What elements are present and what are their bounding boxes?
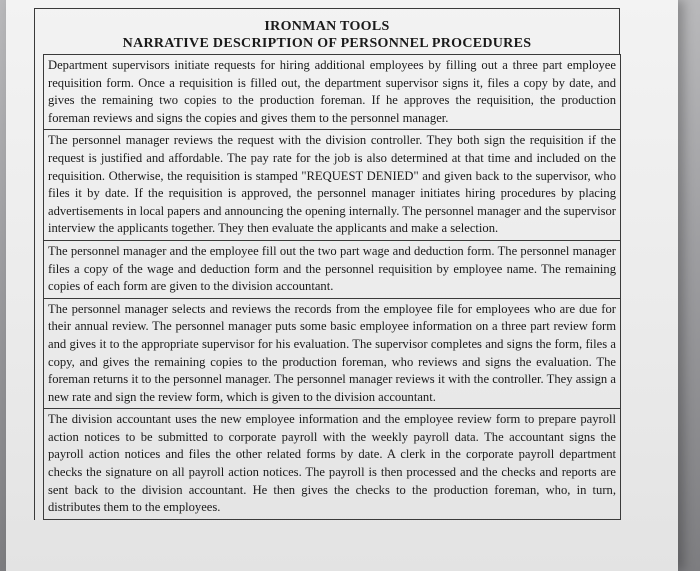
paper-page [6, 0, 678, 571]
document-subtitle: NARRATIVE DESCRIPTION OF PERSONNEL PROCEDURES [122, 36, 532, 51]
procedure-step-4: The personnel manager selects and reviews the records from the employee file for employees who are due for their annual review. The personnel manager puts some basic employee information on a three part review form and gives it to the appropriate supervisor for his evaluation. The supervisor completes and signs the form, files a copy, and gives the remaining copies to the production foreman, who reviews and signs the evaluation. The foreman returns it to the personnel manager. The personnel manager reviews it with the controller. They assign a new rate and sign the review form, which is given to the division accountant. [43, 298, 621, 410]
procedure-step-5: The division accountant uses the new employee information and the employee review form to prepare payroll action notices to be submitted to corporate payroll with the weekly payroll data. The accountant signs the payroll action notices and files the other related forms by date. A clerk in the corporate payroll department checks the signature on all payroll action notices. The payroll is then processed and the checks and reports are sent back to the division accountant. He then gives the checks to the production foreman, who, in turn, distributes them to the employees. [43, 408, 621, 520]
procedure-step-3: The personnel manager and the employee fill out the two part wage and deduction form. The personnel manager files a copy of the wage and deduction form and the personnel requisition by employee name. The remaining copies of each form are given to the division accountant. [43, 240, 621, 299]
procedures-document [34, 8, 620, 520]
procedure-steps [34, 54, 620, 520]
procedure-step-2: The personnel manager reviews the request with the division controller. They both sign the requisition if the request is justified and affordable. The pay rate for the job is also determined at that time and included on the requisition. Otherwise, the requisition is stamped "REQUEST DENIED" and given back to the supervisor, who files it by date. If the requisition is approved, the personnel manager initiates hiring procedures by placing advertisements in local papers and announcing the opening internally. The personnel manager and the supervisor interview the applicants together. They then evaluate the applicants and make a selection. [43, 129, 621, 241]
document-header [34, 8, 620, 54]
document-title: IRONMAN TOOLS [264, 19, 390, 34]
procedure-step-1: Department supervisors initiate requests for hiring additional employees by filling out a three part employee requisition form. Once a requisition is filled out, the department supervisor signs it, files a copy by date, and gives the remaining two copies to the production foreman. If he approves the requisition, the production foreman reviews and signs the copies and gives them to the personnel manager. [43, 54, 621, 130]
